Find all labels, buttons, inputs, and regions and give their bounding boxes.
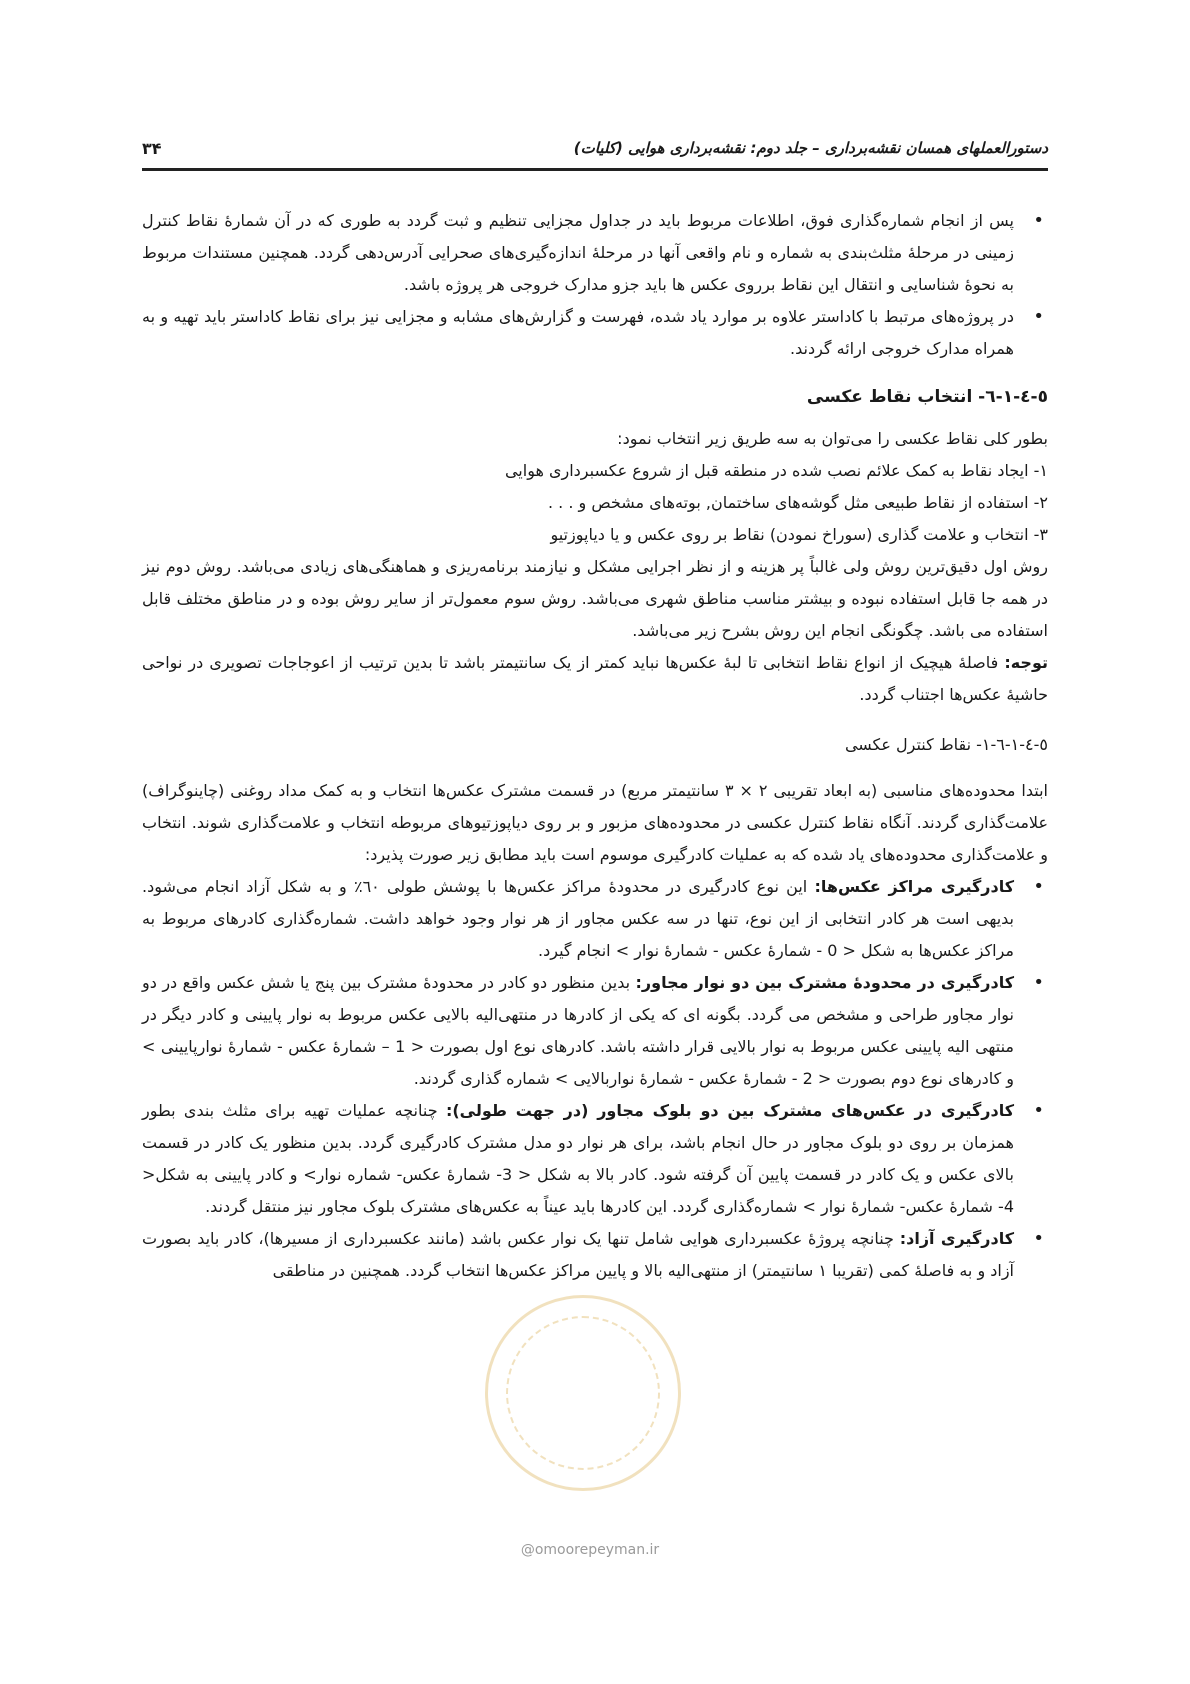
item-label: کادرگیری در محدودۀ مشترک بین دو نوار مجاور: xyxy=(635,973,1015,992)
page-body xyxy=(142,205,1048,1287)
note-paragraph xyxy=(142,647,1048,711)
subsection-heading: ٥-٤-١-٦-١- نقاط کنترل عکسی xyxy=(844,735,1048,754)
item-text: بدین منظور دو کادر در محدودۀ مشترک بین پنج یا شش عکس واقع در دو نوار مجاور طراحی و مشخص می گردد. بگونه ای که یکی از کادرها در منتهی‌الیه بالایی عکس مربوط به نوار پایینی و کادر دیگر در منتهی الیه پایینی عکس مربوط به نوار بالایی قرار داشته باشد. کادرهای نوع اول بصورت < 1 – شمارۀ عکس - شمارۀ نوارپایینی > و کادرهای نوع دوم بصورت < 2 - شمارۀ عکس - شمارۀ نواربالایی > شماره گذاری گردند. xyxy=(142,973,1015,1088)
item-text: این نوع کادرگیری در محدودۀ مراکز عکس‌ها با پوشش طولی ٦٠٪ و به شکل آزاد انجام می‌شود. بدیهی است هر کادر انتخابی از این نوع، تنها در سه عکس مجاور از هر نوار وجود خواهد داشت. شماره‌گذاری کادرهای مربوط به مراکز عکس‌ها به شکل < 0 - شمارۀ عکس - شمارۀ نوار > انجام گیرد. xyxy=(142,877,1014,960)
watermark-seal-icon xyxy=(485,1295,681,1491)
note-label: توجه: xyxy=(1004,653,1048,672)
list-item xyxy=(142,1095,1048,1223)
list-item: • در پروژه‌های مرتبط با کاداستر علاوه بر موارد یاد شده، فهرست و گزارش‌های مشابه و مجزایی نیز برای نقاط کاداستر باید تهیه و به همراه مدارک خروجی ارائه گردند. xyxy=(142,301,1048,365)
methods-discussion: روش اول دقیق‌ترین روش ولی غالباً پر هزینه و از نظر اجرایی مشکل و نیازمند برنامه‌ریزی و هماهنگی‌های زیادی می‌باشد. روش دوم نیز در همه جا قابل استفاده نبوده و بیشتر مناسب مناطق شهری می‌باشد. روش سوم معمول‌تر از سایر روش بوده و در مناطق مختلف قابل استفاده می باشد. چگونگی انجام این روش بشرح زیر می‌باشد. xyxy=(142,557,1048,640)
item-label: کادرگیری در عکس‌های مشترک بین دو بلوک مجاور (در جهت طولی): xyxy=(445,1101,1014,1120)
list-item xyxy=(142,871,1048,967)
page-number: ۳۴ xyxy=(142,138,162,158)
method-item: ٢- استفاده از نقاط طبیعی مثل گوشه‌های ساختمان, بوته‌های مشخص و . . . xyxy=(548,493,1048,512)
framing-bullet-list xyxy=(142,871,1048,1287)
list-item: • پس از انجام شماره‌گذاری فوق، اطلاعات مربوط باید در جداول مجزایی تنظیم و ثبت گردد به طوری که در آن شمارۀ نقاط کنترل زمینی در مرحلۀ مثلث‌بندی به شماره و نام واقعی آنها در مرحلۀ اندازه‌گیری‌های صحرایی آدرس‌دهی گردد. همچنین مستندات مربوط به نحوۀ شناسایی و انتقال این نقاط برروی عکس ها باید جزو مدارک خروجی هر پروژه باشد. xyxy=(142,205,1048,301)
subsection-paragraph: ابتدا محدوده‌های مناسبی (به ابعاد تقریبی ٢ × ٣ سانتیمتر مربع) در قسمت مشترک عکس‌ها انتخاب و به کمک مداد روغنی (چاینوگراف) علامت‌گذاری گردند. آنگاه نقاط کنترل عکسی در محدوده‌های مزبور و بر روی دیاپوزتیوهای مربوطه انتخاب و علامت‌گذاری شوند. انتخاب و علامت‌گذاری محدوده‌های یاد شده که به عملیات کادرگیری موسوم است باید مطابق زیر صورت پذیرد: xyxy=(142,781,1049,864)
item-label: کادرگیری مراکز عکس‌ها: xyxy=(814,877,1015,896)
watermark-seal-inner xyxy=(506,1316,660,1470)
item-text: چنانچه پروژۀ عکسبرداری هوایی شامل تنها یک نوار عکس باشد (مانند عکسبرداری از مسیرها)، کادر باید بصورت آزاد و به فاصلۀ کمی (تقریبا ١ سانتیمتر) از منتهی‌الیه بالا و پایین مراکز عکس‌ها انتخاب گردد. همچنین در مناطقی xyxy=(142,1229,1014,1280)
intro-bullet-list xyxy=(142,205,1048,365)
list-item xyxy=(142,1223,1048,1287)
method-item: ١- ایجاد نقاط به کمک علائم نصب شده در منطقه قبل از شروع عکسبرداری هوایی xyxy=(504,461,1048,480)
page-header xyxy=(142,128,1048,171)
running-title: دستورالعملهای همسان نقشه‌برداری – جلد دوم: نقشه‌برداری هوایی (کلیات) xyxy=(573,139,1048,157)
method-item: ٣- انتخاب و علامت گذاری (سوراخ نمودن) نقاط بر روی عکس و یا دیاپوزتیو xyxy=(550,525,1048,544)
section-intro: بطور کلی نقاط عکسی را می‌توان به سه طریق زیر انتخاب نمود: xyxy=(617,429,1048,448)
list-item xyxy=(142,967,1048,1095)
note-text: فاصلۀ هیچیک از انواع نقاط انتخابی تا لبۀ عکس‌ها نباید کمتر از یک سانتیمتر باشد تا بدین ترتیب از اعوجاجات تصویری در نواحی حاشیۀ عکس‌ها اجتناب گردد. xyxy=(142,653,1048,704)
section-heading: ٥-٤-١-٦- انتخاب نقاط عکسی xyxy=(806,387,1048,407)
item-label: کادرگیری آزاد: xyxy=(899,1229,1015,1248)
item-text: چنانچه عملیات تهیه برای مثلث بندی بطور همزمان بر روی دو بلوک مجاور در حال انجام باشد، برای هر نوار دو مدل مشترک کادرگیری گردد. بدین منظور یک کادر در قسمت بالای عکس و یک کادر در قسمت پایین آن گرفته شود. کادر بالا به شکل < 3- شمارۀ عکس- شماره نوار> و کادر پایینی به شکل< 4- شمارۀ عکس- شمارۀ نوار > شماره‌گذاری گردد. این کادرها باید عیناً به عکس‌های مشترک بلوک مجاور نیز منتقل گردند. xyxy=(142,1101,1014,1216)
watermark-text: @omoorepeyman.ir xyxy=(520,1542,660,1558)
